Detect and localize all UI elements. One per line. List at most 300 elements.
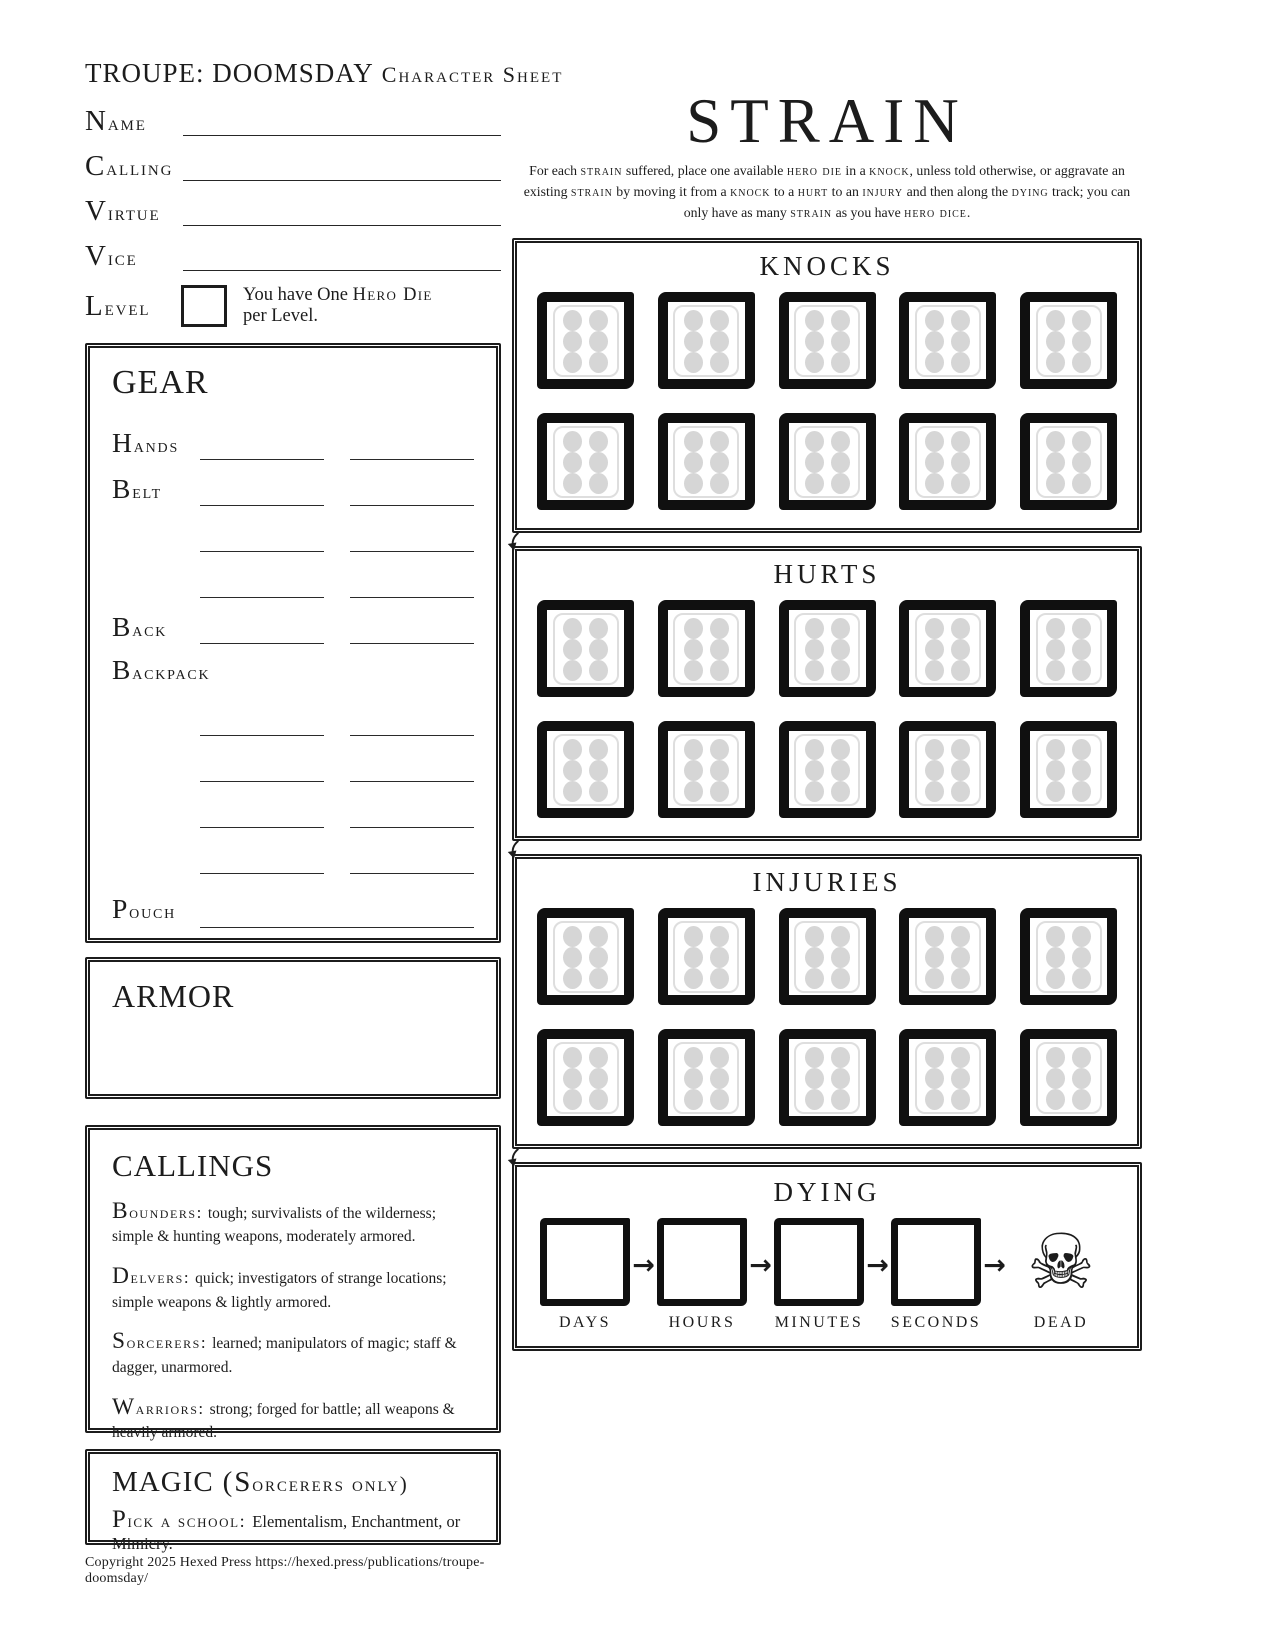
gear-row-extra (112, 552, 474, 598)
die-pip (589, 1047, 608, 1068)
die-pip (1046, 352, 1065, 373)
strain-die-slot[interactable] (1020, 1029, 1117, 1126)
strain-die-slot[interactable] (537, 908, 634, 1005)
hero-die-face (673, 734, 739, 806)
magic-heading: MAGIC (112, 1466, 214, 1498)
die-pip (951, 431, 970, 452)
die-pip (1046, 310, 1065, 331)
die-pip (1046, 639, 1065, 660)
die-pip (1072, 968, 1091, 989)
die-pip (951, 739, 970, 760)
gear-row-pouch (112, 880, 474, 928)
hero-die-face (673, 613, 739, 685)
sorcerers-name: Sorcerers: (112, 1328, 208, 1355)
hero-die-face (794, 426, 860, 498)
bounders-desc: tough; survivalists of the wilderness; simple & hunting weapons, moderately armored. (112, 1205, 436, 1246)
knocks-dice-grid (529, 292, 1125, 510)
die-pip (805, 781, 824, 802)
die-pip (589, 760, 608, 781)
die-pip (563, 331, 582, 352)
die-pip (1072, 926, 1091, 947)
dying-box-hours[interactable] (657, 1218, 747, 1306)
gear-line[interactable] (200, 708, 324, 736)
die-pip (684, 781, 703, 802)
die-pip (563, 926, 582, 947)
die-pip (925, 639, 944, 660)
die-pip (831, 968, 850, 989)
die-pip (925, 926, 944, 947)
die-pip (710, 947, 729, 968)
die-pip (1072, 1068, 1091, 1089)
die-pip (831, 639, 850, 660)
die-pip (1072, 310, 1091, 331)
backpack-row (112, 736, 474, 782)
school-options: Elementalism, Enchantment, or Mimicry. (112, 1512, 461, 1553)
strain-die-slot[interactable] (658, 600, 755, 697)
game-title: TROUPE: DOOMSDAY (85, 58, 374, 88)
pouch-input-line[interactable] (200, 900, 474, 928)
die-pip (710, 352, 729, 373)
die-pip (831, 760, 850, 781)
die-pip (589, 618, 608, 639)
die-pip (1046, 781, 1065, 802)
hero-die-face (673, 426, 739, 498)
hero-die-face (915, 734, 981, 806)
die-pip (805, 1068, 824, 1089)
die-pip (589, 1068, 608, 1089)
die-pip (1046, 473, 1065, 494)
knocks-section (512, 238, 1142, 533)
hero-die-face (553, 921, 619, 993)
die-pip (684, 660, 703, 681)
gear-line[interactable] (350, 846, 474, 874)
die-pip (951, 473, 970, 494)
strain-die-slot[interactable] (1020, 721, 1117, 818)
hero-die-face (1036, 734, 1102, 806)
die-pip (563, 352, 582, 373)
die-pip (1072, 781, 1091, 802)
strain-die-slot[interactable] (537, 413, 634, 510)
die-pip (563, 1089, 582, 1110)
strain-die-slot[interactable] (537, 600, 634, 697)
dying-box-minutes[interactable] (774, 1218, 864, 1306)
die-pip (563, 660, 582, 681)
die-pip (710, 639, 729, 660)
dying-stage-hours (656, 1218, 748, 1332)
die-pip (805, 431, 824, 452)
gear-section (85, 343, 501, 943)
hero-die-face (794, 734, 860, 806)
die-pip (710, 310, 729, 331)
identity-fields (85, 105, 501, 327)
die-pip (563, 968, 582, 989)
gear-heading: GEAR (112, 364, 209, 401)
vice-field-row (85, 240, 501, 271)
die-pip (684, 639, 703, 660)
level-note: You have One Hero Die per Level. (243, 285, 433, 326)
die-pip (563, 431, 582, 452)
hero-die-face (1036, 613, 1102, 685)
die-pip (684, 947, 703, 968)
level-input-box[interactable] (181, 285, 227, 327)
gear-line[interactable] (200, 524, 324, 552)
blank-label (112, 549, 200, 552)
dying-stage-days (539, 1218, 631, 1332)
gear-line[interactable] (200, 616, 324, 644)
die-pip (710, 1047, 729, 1068)
hero-die-face (1036, 921, 1102, 993)
gear-line[interactable] (200, 432, 324, 460)
strain-die-slot[interactable] (1020, 600, 1117, 697)
die-pip (805, 1047, 824, 1068)
die-pip (951, 660, 970, 681)
die-pip (951, 926, 970, 947)
die-pip (1072, 352, 1091, 373)
die-pip (925, 1089, 944, 1110)
die-pip (710, 781, 729, 802)
die-pip (563, 781, 582, 802)
strain-description: For each strain suffered, place one available hero die in a knock, unless told otherwise, or aggravate an existing strain by moving it from a knock to a hurt to an injury and then along the dying track; you can only have as many strain as you have hero dice. (523, 163, 1131, 220)
hero-die-face (915, 1042, 981, 1114)
die-pip (831, 1089, 850, 1110)
dying-heading: DYING (773, 1177, 881, 1208)
delvers-desc: quick; investigators of strange locations; simple weapons & lightly armored. (112, 1270, 447, 1311)
die-pip (710, 331, 729, 352)
die-pip (589, 781, 608, 802)
die-pip (951, 1068, 970, 1089)
die-pip (1072, 1047, 1091, 1068)
dying-box-days[interactable] (540, 1218, 630, 1306)
virtue-input-line[interactable] (183, 200, 501, 226)
die-pip (1072, 473, 1091, 494)
die-pip (563, 618, 582, 639)
die-pip (1046, 660, 1065, 681)
die-pip (951, 947, 970, 968)
calling-entry-delvers (112, 1261, 474, 1313)
hero-die-face (553, 1042, 619, 1114)
die-pip (831, 926, 850, 947)
die-pip (831, 431, 850, 452)
die-pip (1072, 660, 1091, 681)
pouch-label: Pouch (112, 893, 177, 924)
name-input-line[interactable] (183, 110, 501, 136)
strain-die-slot[interactable] (658, 413, 755, 510)
die-pip (710, 1068, 729, 1089)
die-pip (1046, 431, 1065, 452)
die-pip (589, 431, 608, 452)
bounders-name: Bounders: (112, 1198, 203, 1224)
gear-line[interactable] (200, 800, 324, 828)
calling-entry-warriors (112, 1392, 474, 1444)
die-pip (563, 639, 582, 660)
die-pip (951, 1047, 970, 1068)
pick-school-label: Pick a school: (112, 1506, 247, 1533)
die-pip (951, 452, 970, 473)
die-pip (589, 473, 608, 494)
gear-row-belt (112, 460, 474, 506)
knocks-heading: KNOCKS (759, 251, 895, 282)
die-pip (925, 1068, 944, 1089)
die-pip (805, 760, 824, 781)
strain-die-slot[interactable] (899, 600, 996, 697)
die-pip (805, 968, 824, 989)
die-pip (1046, 968, 1065, 989)
strain-die-slot[interactable] (1020, 292, 1117, 389)
flow-arrow-icon (502, 1146, 527, 1171)
strain-die-slot[interactable] (658, 908, 755, 1005)
die-pip (589, 639, 608, 660)
die-pip (805, 331, 824, 352)
die-pip (710, 968, 729, 989)
virtue-field-row (85, 195, 501, 226)
die-pip (1046, 1047, 1065, 1068)
die-pip (951, 331, 970, 352)
die-pip (684, 473, 703, 494)
die-pip (684, 352, 703, 373)
die-pip (563, 1068, 582, 1089)
arrow-right-icon: → (749, 1250, 772, 1282)
die-pip (951, 1089, 970, 1110)
die-pip (1072, 760, 1091, 781)
arrow-right-icon: → (983, 1250, 1006, 1282)
gear-line[interactable] (350, 754, 474, 782)
die-pip (951, 781, 970, 802)
copyright-line: Copyright 2025 Hexed Press https://hexed.press/publications/troupe-doomsday/ (85, 1555, 485, 1586)
die-pip (1072, 331, 1091, 352)
strain-title: STRAIN (686, 86, 968, 156)
hero-die-face (1036, 305, 1102, 377)
belt-label: Belt (112, 473, 162, 505)
injuries-dice-grid (529, 908, 1125, 1126)
magic-subheading: (Sorcerers only) (222, 1466, 409, 1498)
strain-die-slot[interactable] (899, 413, 996, 510)
virtue-label: Virtue (85, 195, 161, 228)
hero-die-face (673, 305, 739, 377)
die-pip (951, 310, 970, 331)
calling-field-row (85, 150, 501, 181)
gear-line[interactable] (350, 616, 474, 644)
gear-line[interactable] (350, 432, 474, 460)
die-pip (589, 926, 608, 947)
gear-row-back (112, 598, 474, 644)
back-label: Back (112, 611, 168, 643)
hero-die-face (794, 305, 860, 377)
die-pip (831, 660, 850, 681)
die-pip (589, 660, 608, 681)
hero-die-face (553, 734, 619, 806)
level-field-row (85, 285, 501, 327)
dying-section (512, 1162, 1142, 1351)
die-pip (925, 431, 944, 452)
die-pip (925, 473, 944, 494)
die-pip (589, 968, 608, 989)
die-pip (805, 618, 824, 639)
strain-die-slot[interactable] (779, 908, 876, 1005)
die-pip (925, 310, 944, 331)
die-pip (710, 926, 729, 947)
strain-die-slot[interactable] (779, 1029, 876, 1126)
die-pip (589, 331, 608, 352)
die-pip (710, 1089, 729, 1110)
die-pip (1072, 618, 1091, 639)
dying-box-seconds[interactable] (891, 1218, 981, 1306)
die-pip (710, 452, 729, 473)
strain-die-slot[interactable] (899, 1029, 996, 1126)
die-pip (684, 739, 703, 760)
die-pip (925, 781, 944, 802)
dying-track (529, 1218, 1125, 1332)
warriors-desc: strong; forged for battle; all weapons & heavily armored. (112, 1400, 455, 1441)
die-pip (805, 660, 824, 681)
vice-input-line[interactable] (183, 245, 501, 271)
hero-die-face (794, 613, 860, 685)
hero-die-face (673, 1042, 739, 1114)
hero-die-face (553, 305, 619, 377)
gear-line[interactable] (350, 478, 474, 506)
strain-column (512, 88, 1142, 1351)
die-pip (1046, 926, 1065, 947)
name-field-row (85, 105, 501, 136)
die-pip (805, 452, 824, 473)
die-pip (684, 452, 703, 473)
calling-entry-bounders (112, 1196, 474, 1248)
die-pip (831, 310, 850, 331)
die-pip (831, 331, 850, 352)
backpack-row (112, 782, 474, 828)
die-pip (925, 968, 944, 989)
strain-die-slot[interactable] (537, 721, 634, 818)
strain-die-slot[interactable] (899, 721, 996, 818)
gear-row-extra (112, 506, 474, 552)
dying-stage-seconds (890, 1218, 982, 1332)
die-pip (1046, 760, 1065, 781)
gear-line[interactable] (200, 846, 324, 874)
calling-entry-sorcerers (112, 1326, 474, 1378)
sheet-title (85, 58, 564, 89)
die-pip (710, 431, 729, 452)
die-pip (1046, 452, 1065, 473)
blank-label (112, 779, 200, 782)
hours-label: HOURS (668, 1314, 736, 1332)
die-pip (684, 1068, 703, 1089)
hero-die-face (794, 1042, 860, 1114)
die-pip (925, 331, 944, 352)
strain-die-slot[interactable] (779, 721, 876, 818)
blank-label (112, 733, 200, 736)
die-pip (684, 926, 703, 947)
die-pip (684, 1089, 703, 1110)
gear-row-hands (112, 414, 474, 460)
backpack-heading: Backpack (112, 654, 211, 685)
hero-die-face (553, 426, 619, 498)
sheet-subtitle: Character Sheet (381, 62, 564, 87)
die-pip (831, 739, 850, 760)
die-pip (563, 947, 582, 968)
gear-line[interactable] (350, 524, 474, 552)
die-pip (684, 968, 703, 989)
die-pip (805, 352, 824, 373)
strain-die-slot[interactable] (899, 908, 996, 1005)
strain-die-slot[interactable] (658, 721, 755, 818)
die-pip (710, 473, 729, 494)
hands-label: Hands (112, 427, 180, 459)
die-pip (831, 473, 850, 494)
gear-line[interactable] (200, 754, 324, 782)
armor-section (85, 957, 501, 1099)
flow-arrow-icon (502, 838, 527, 863)
strain-die-slot[interactable] (1020, 908, 1117, 1005)
die-pip (1072, 452, 1091, 473)
die-pip (1072, 947, 1091, 968)
magic-section (85, 1449, 501, 1553)
strain-die-slot[interactable] (779, 292, 876, 389)
die-pip (951, 639, 970, 660)
strain-die-slot[interactable] (1020, 413, 1117, 510)
die-pip (805, 739, 824, 760)
die-pip (1072, 1089, 1091, 1110)
injuries-section (512, 854, 1142, 1149)
die-pip (925, 618, 944, 639)
dead-label: DEAD (1033, 1314, 1089, 1332)
die-pip (805, 947, 824, 968)
die-pip (1046, 1089, 1065, 1110)
vice-label: Vice (85, 240, 138, 273)
hero-die-face (794, 921, 860, 993)
delvers-name: Delvers: (112, 1263, 191, 1290)
die-pip (684, 618, 703, 639)
gear-line[interactable] (200, 570, 324, 598)
die-pip (805, 639, 824, 660)
strain-die-slot[interactable] (537, 1029, 634, 1126)
strain-die-slot[interactable] (658, 292, 755, 389)
name-label: Name (85, 105, 147, 138)
skull-crossbones-icon: ☠ (1026, 1217, 1096, 1307)
die-pip (951, 618, 970, 639)
die-pip (684, 310, 703, 331)
strain-die-slot[interactable] (537, 292, 634, 389)
die-pip (563, 1047, 582, 1068)
die-pip (589, 947, 608, 968)
calling-label: Calling (85, 150, 174, 183)
strain-die-slot[interactable] (658, 1029, 755, 1126)
calling-input-line[interactable] (183, 155, 501, 181)
die-pip (710, 760, 729, 781)
level-label: Level (85, 289, 151, 322)
die-pip (831, 452, 850, 473)
strain-die-slot[interactable] (899, 292, 996, 389)
gear-line[interactable] (350, 708, 474, 736)
strain-die-slot[interactable] (779, 413, 876, 510)
blank-label (112, 595, 200, 598)
armor-heading: ARMOR (112, 978, 235, 1014)
hero-die-face (915, 426, 981, 498)
strain-die-slot[interactable] (779, 600, 876, 697)
die-pip (925, 1047, 944, 1068)
die-pip (563, 760, 582, 781)
days-label: DAYS (558, 1314, 612, 1332)
gear-line[interactable] (350, 570, 474, 598)
die-pip (563, 473, 582, 494)
callings-section (85, 1125, 501, 1441)
hero-die-face (1036, 1042, 1102, 1114)
die-pip (805, 926, 824, 947)
hurts-section (512, 546, 1142, 841)
gear-line[interactable] (350, 800, 474, 828)
gear-line[interactable] (200, 478, 324, 506)
left-column (85, 58, 564, 1587)
die-pip (589, 739, 608, 760)
backpack-row (112, 828, 474, 874)
